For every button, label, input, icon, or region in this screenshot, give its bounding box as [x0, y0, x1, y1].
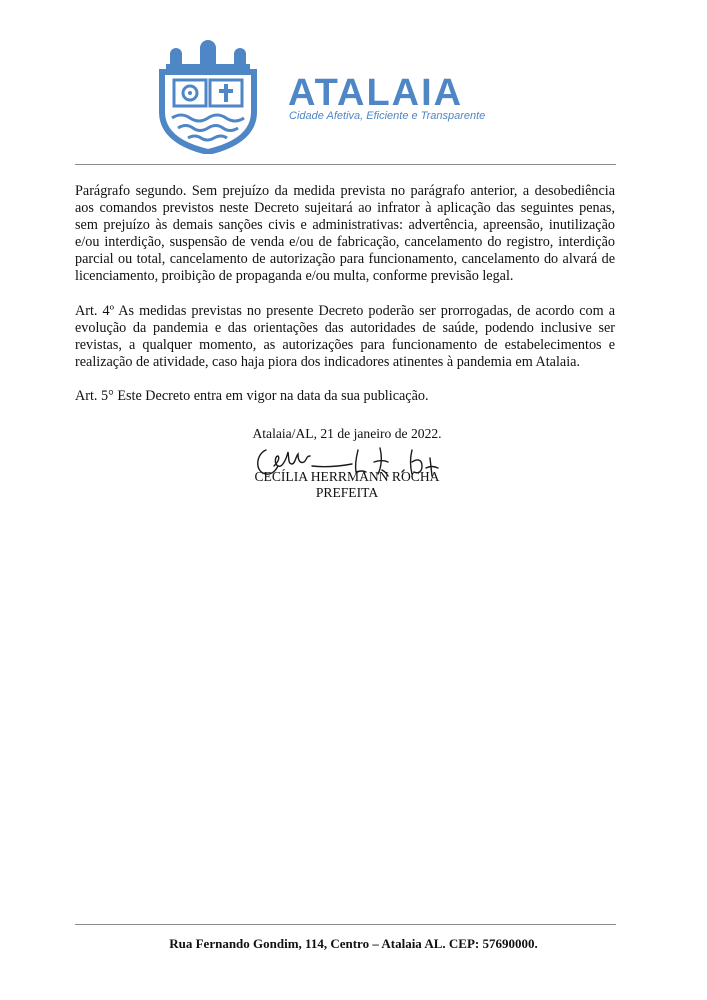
- paragraph: Parágrafo segundo. Sem prejuízo da medida prevista no parágrafo anterior, a desobediência aos comandos previstos neste Decreto sujeitará ao infrator à aplicação das seguintes penas, sem prejuízo às demais sanções civis e administrativas: advertência, apreensão, inutilização e/ou interdição, suspensão de venda e/ou de fabricação, cancelamento do registro, interdição parcial ou total, cancelamento de autorização para funcionamento, cancelamento do alvará de licenciamento, proibição de propaganda e/ou multa, conforme previsão legal.: [75, 183, 615, 285]
- paragraph: Art. 5° Este Decreto entra em vigor na data da sua publicação.: [75, 387, 429, 404]
- signer-name: CECÍLIA HERRMANN ROCHA: [254, 469, 440, 484]
- brand-tagline: Cidade Afetiva, Eficiente e Transparente: [289, 110, 486, 122]
- signer-title: PREFEITA: [315, 485, 379, 500]
- handwritten-signature: [252, 442, 442, 482]
- footer-divider: [75, 924, 616, 925]
- place-date: Atalaia/AL, 21 de janeiro de 2022.: [252, 426, 442, 441]
- paragraph: Art. 4º As medidas previstas no presente Decreto poderão ser prorrogadas, de acordo com a evolução da pandemia e das orientações das autoridades de saúde, podendo inclusive ser revistas, a qualquer momento, as autorizações para funcionamento de estabelecimentos e realização de atividade, caso haja piora dos indicadores atinentes à pandemia em Atalaia.: [75, 302, 615, 370]
- signature-block: [232, 426, 462, 501]
- document-body: [75, 183, 615, 422]
- brand-name: ATALAIA: [288, 72, 464, 114]
- footer-address: Rua Fernando Gondim, 114, Centro – Atalaia AL. CEP: 57690000.: [169, 936, 538, 951]
- header-divider: [75, 164, 616, 165]
